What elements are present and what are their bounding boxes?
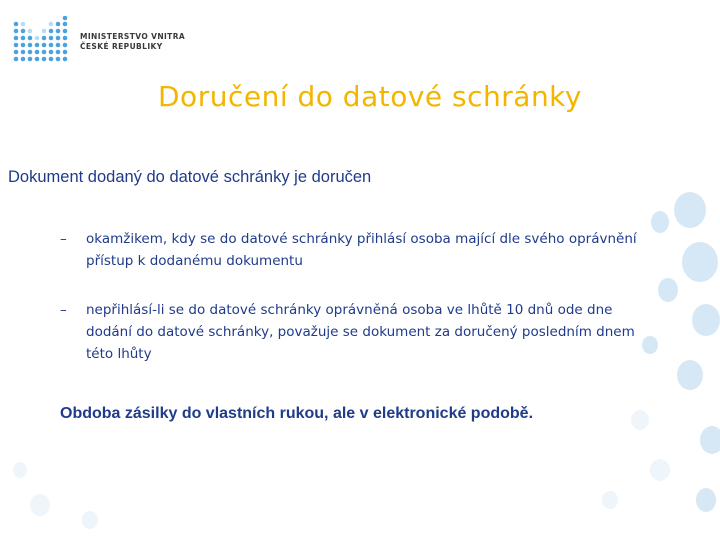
bg-dot [30, 494, 50, 516]
bg-dot [651, 211, 669, 233]
lead-text: Dokument dodaný do datové schránky je doručen [8, 168, 372, 186]
bg-dot [692, 304, 720, 336]
bullet-dash: – [60, 231, 67, 247]
bg-dot [658, 278, 678, 302]
bg-dot [696, 488, 716, 512]
bg-dot [700, 426, 720, 454]
bg-dot [602, 491, 618, 509]
ministry-name [80, 32, 185, 52]
bullet-dash: – [60, 302, 67, 318]
bg-dot [674, 192, 706, 228]
ministry-name-line2: ČESKÉ REPUBLIKY [80, 42, 163, 51]
bg-dot [642, 336, 658, 354]
bullet-text: okamžikem, kdy se do datové schránky přihlásí osoba mající dle svého oprávnění přístup k dodanému dokumentu [86, 231, 637, 269]
bg-dot [650, 459, 670, 481]
ministry-logo-icon [12, 16, 74, 64]
bullet-item [60, 299, 640, 365]
ministry-logo [12, 16, 186, 64]
summary-text: Obdoba zásilky do vlastních rukou, ale v elektronické podobě. [60, 405, 534, 422]
bg-dot [631, 410, 649, 430]
slide-title: Doručení do datové schránky [158, 80, 582, 113]
ministry-name-line1: MINISTERSTVO VNITRA [80, 32, 186, 41]
bg-dot [682, 242, 718, 282]
bullet-text: nepřihlásí-li se do datové schránky oprávněná osoba ve lhůtě 10 dnů ode dne dodání do datové schránky, považuje se dokument za doručený posledním dnem této lhůty [86, 302, 635, 362]
bullet-item [60, 228, 640, 272]
bg-dot [82, 511, 98, 529]
bg-dot [677, 360, 703, 390]
bg-dot [13, 462, 27, 478]
